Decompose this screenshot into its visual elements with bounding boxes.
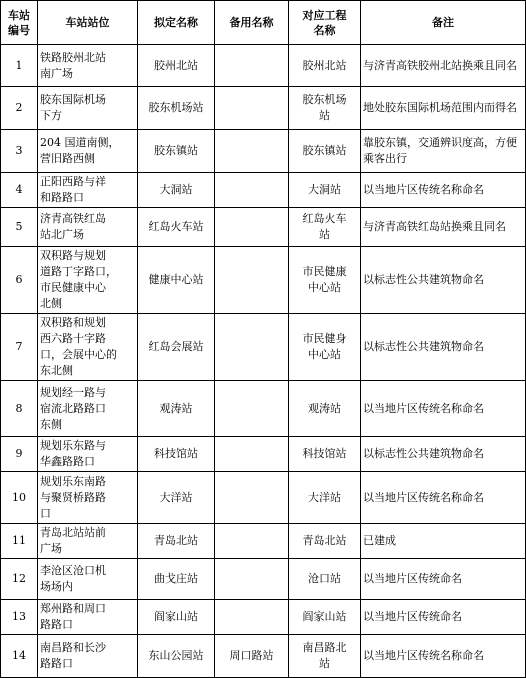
alternate-name-cell xyxy=(215,381,289,437)
table-row xyxy=(1,524,526,559)
header-remark: 备注 xyxy=(361,1,526,45)
alternate-name-cell xyxy=(215,208,289,247)
table-row xyxy=(1,130,526,173)
station-location-cell: 双积路和规划 西六路十字路 口，会展中心的 东北侧 xyxy=(38,314,138,381)
proposed-name-cell: 东山公园站 xyxy=(138,635,215,678)
remark-cell: 以当地片区传统名称命名 xyxy=(361,173,526,208)
remark-cell: 与济青高铁红岛站换乘且同名 xyxy=(361,208,526,247)
project-name-cell: 大洞站 xyxy=(289,173,361,208)
alternate-name-cell xyxy=(215,437,289,472)
proposed-name-cell: 健康中心站 xyxy=(138,247,215,314)
table-row xyxy=(1,635,526,678)
project-name-cell: 红岛火车 站 xyxy=(289,208,361,247)
station-location-cell: 规划经一路与 宿流北路路口 东侧 xyxy=(38,381,138,437)
table-row xyxy=(1,314,526,381)
station-location-cell: 正阳西路与祥 和路路口 xyxy=(38,173,138,208)
table-row xyxy=(1,472,526,524)
station-location-cell: 青岛北站站前 广场 xyxy=(38,524,138,559)
project-name-cell: 沧口站 xyxy=(289,559,361,600)
header-station-location: 车站站位 xyxy=(38,1,138,45)
station-number-cell: 4 xyxy=(1,173,38,208)
table-row xyxy=(1,381,526,437)
header-project-name: 对应工程 名称 xyxy=(289,1,361,45)
proposed-name-cell: 胶东镇站 xyxy=(138,130,215,173)
header-proposed-name: 拟定名称 xyxy=(138,1,215,45)
station-number-cell: 12 xyxy=(1,559,38,600)
station-number-cell: 8 xyxy=(1,381,38,437)
proposed-name-cell: 红岛会展站 xyxy=(138,314,215,381)
alternate-name-cell xyxy=(215,314,289,381)
project-name-cell: 胶东镇站 xyxy=(289,130,361,173)
station-location-cell: 规划乐东南路 与聚贤桥路路 口 xyxy=(38,472,138,524)
station-number-cell: 1 xyxy=(1,45,38,87)
table-row xyxy=(1,87,526,130)
station-number-cell: 7 xyxy=(1,314,38,381)
proposed-name-cell: 科技馆站 xyxy=(138,437,215,472)
project-name-cell: 南昌路北 站 xyxy=(289,635,361,678)
station-location-cell: 郑州路和周口 路路口 xyxy=(38,600,138,635)
station-location-cell: 铁路胶州北站 南广场 xyxy=(38,45,138,87)
remark-cell: 靠胶东镇，交通辨识度高，方便乘客出行 xyxy=(361,130,526,173)
station-number-cell: 13 xyxy=(1,600,38,635)
proposed-name-cell: 观涛站 xyxy=(138,381,215,437)
project-name-cell: 市民健身 中心站 xyxy=(289,314,361,381)
remark-cell: 与济青高铁胶州北站换乘且同名 xyxy=(361,45,526,87)
station-number-cell: 3 xyxy=(1,130,38,173)
remark-cell: 以标志性公共建筑物命名 xyxy=(361,314,526,381)
station-number-cell: 14 xyxy=(1,635,38,678)
proposed-name-cell: 青岛北站 xyxy=(138,524,215,559)
table-row xyxy=(1,559,526,600)
station-location-cell: 双积路与规划 道路丁字路口， 市民健康中心 北侧 xyxy=(38,247,138,314)
remark-cell: 以当地片区传统名称命名 xyxy=(361,635,526,678)
alternate-name-cell xyxy=(215,87,289,130)
station-number-cell: 10 xyxy=(1,472,38,524)
alternate-name-cell xyxy=(215,472,289,524)
station-location-cell: 204 国道南侧， 营旧路西侧 xyxy=(38,130,138,173)
station-location-cell: 胶东国际机场 下方 xyxy=(38,87,138,130)
table-row xyxy=(1,437,526,472)
project-name-cell: 阎家山站 xyxy=(289,600,361,635)
header-alternate-name: 备用名称 xyxy=(215,1,289,45)
alternate-name-cell xyxy=(215,45,289,87)
alternate-name-cell xyxy=(215,600,289,635)
station-number-cell: 6 xyxy=(1,247,38,314)
proposed-name-cell: 胶州北站 xyxy=(138,45,215,87)
remark-cell: 以标志性公共建筑物命名 xyxy=(361,247,526,314)
remark-cell: 已建成 xyxy=(361,524,526,559)
remark-cell: 以当地片区传统命名 xyxy=(361,600,526,635)
project-name-cell: 大洋站 xyxy=(289,472,361,524)
station-location-cell: 李沧区沧口机 场场内 xyxy=(38,559,138,600)
station-location-cell: 济青高铁红岛 站北广场 xyxy=(38,208,138,247)
table-body xyxy=(1,45,526,678)
project-name-cell: 科技馆站 xyxy=(289,437,361,472)
remark-cell: 以标志性公共建筑物命名 xyxy=(361,437,526,472)
station-location-cell: 南昌路和长沙 路路口 xyxy=(38,635,138,678)
station-location-cell: 规划乐东路与 华鑫路路口 xyxy=(38,437,138,472)
table-row xyxy=(1,173,526,208)
project-name-cell: 市民健康 中心站 xyxy=(289,247,361,314)
table-row xyxy=(1,247,526,314)
project-name-cell: 观涛站 xyxy=(289,381,361,437)
proposed-name-cell: 大洞站 xyxy=(138,173,215,208)
alternate-name-cell xyxy=(215,559,289,600)
header-row xyxy=(1,1,526,45)
station-number-cell: 11 xyxy=(1,524,38,559)
proposed-name-cell: 曲戈庄站 xyxy=(138,559,215,600)
alternate-name-cell: 周口路站 xyxy=(215,635,289,678)
station-number-cell: 2 xyxy=(1,87,38,130)
alternate-name-cell xyxy=(215,524,289,559)
project-name-cell: 胶东机场 站 xyxy=(289,87,361,130)
proposed-name-cell: 胶东机场站 xyxy=(138,87,215,130)
remark-cell: 地处胶东国际机场范围内而得名 xyxy=(361,87,526,130)
proposed-name-cell: 红岛火车站 xyxy=(138,208,215,247)
alternate-name-cell xyxy=(215,173,289,208)
project-name-cell: 青岛北站 xyxy=(289,524,361,559)
header-station-number: 车站 编号 xyxy=(1,1,38,45)
table-row xyxy=(1,208,526,247)
table-row xyxy=(1,600,526,635)
proposed-name-cell: 阎家山站 xyxy=(138,600,215,635)
station-number-cell: 5 xyxy=(1,208,38,247)
remark-cell: 以当地片区传统命名 xyxy=(361,559,526,600)
proposed-name-cell: 大洋站 xyxy=(138,472,215,524)
alternate-name-cell xyxy=(215,130,289,173)
alternate-name-cell xyxy=(215,247,289,314)
project-name-cell: 胶州北站 xyxy=(289,45,361,87)
remark-cell: 以当地片区传统名称命名 xyxy=(361,381,526,437)
remark-cell: 以当地片区传统名称命名 xyxy=(361,472,526,524)
table-row xyxy=(1,45,526,87)
station-number-cell: 9 xyxy=(1,437,38,472)
